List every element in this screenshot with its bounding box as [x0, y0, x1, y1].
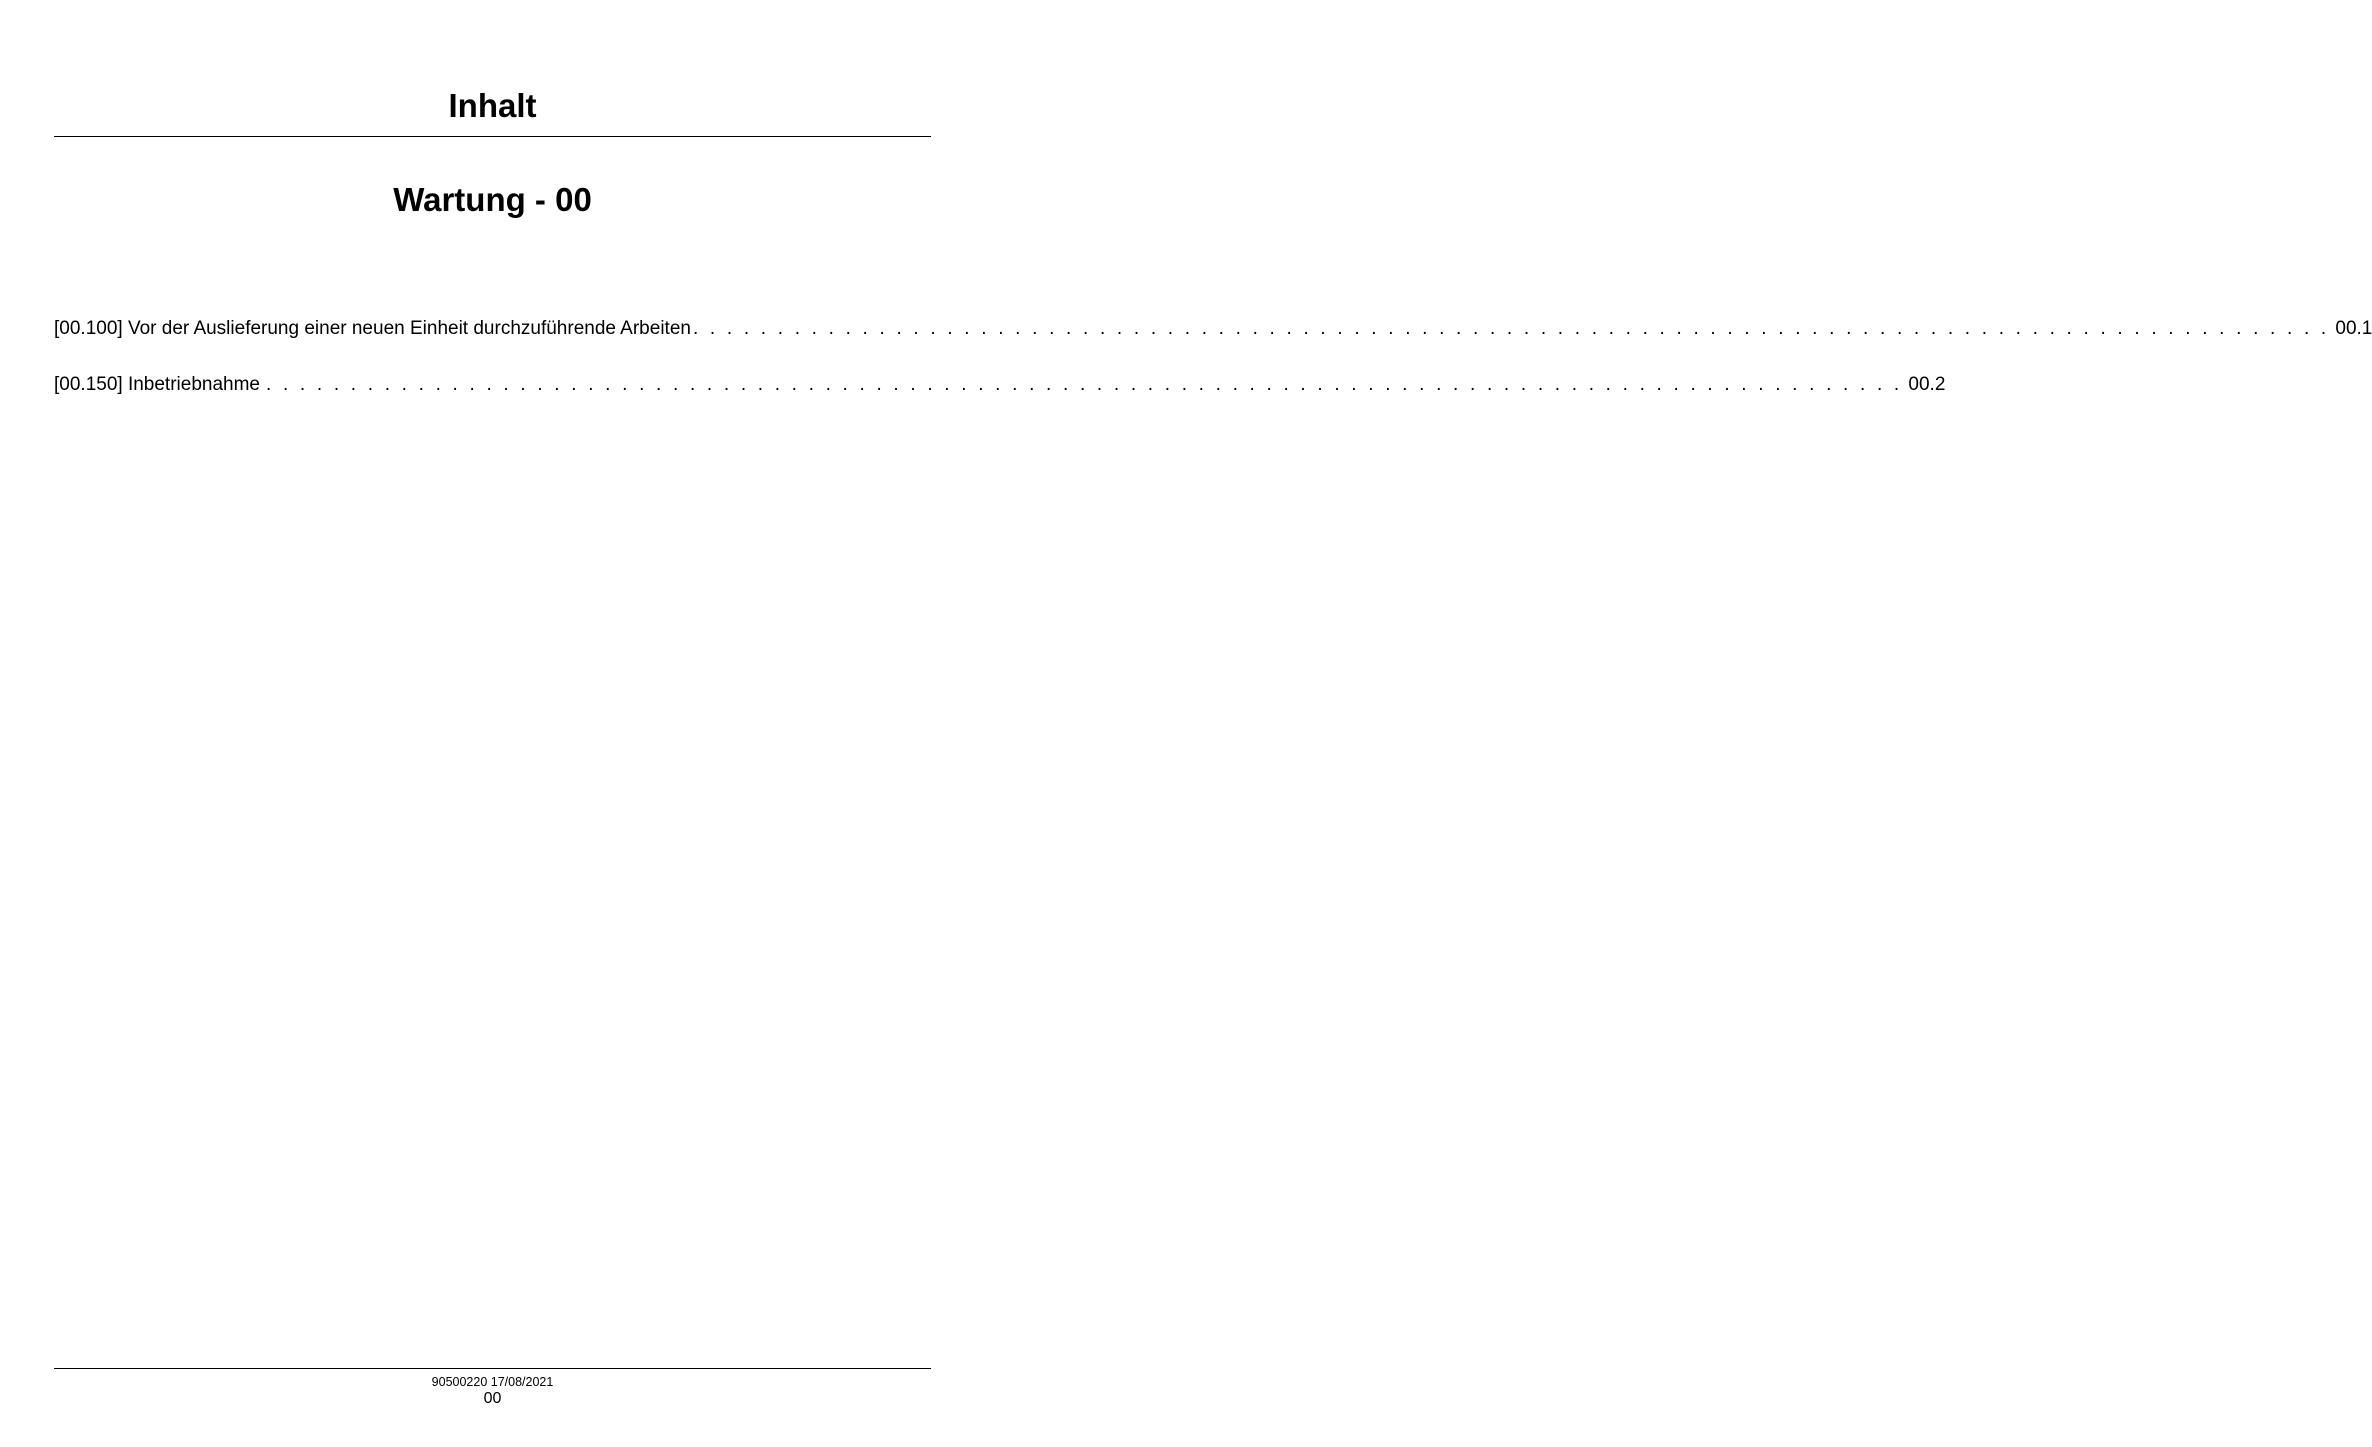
toc-entry-label[interactable]: [00.150] Inbetriebnahme: [54, 374, 260, 395]
table-of-contents: [54, 316, 2372, 428]
toc-entry[interactable]: [54, 372, 1946, 398]
toc-dot-leader: . . . . . . . . . . . . . . . . . . . . . . . . . . . . . . . . . . . . . . . . . . . . . . . . . . . . . . . . . . . . . . . . . . . . . . . . . . . . . . . . . . . . . . . . . . . . . . . . .: [266, 374, 1903, 395]
footer-page-number: 00: [483, 1390, 502, 1407]
toc-dot-leader: . . . . . . . . . . . . . . . . . . . . . . . . . . . . . . . . . . . . . . . . . . . . . . . . . . . . . . . . . . . . . . . . . . . . . . . . . . . . . . . . . . . . . . . . . . . . . . . . .: [692, 318, 2330, 339]
page-title: Inhalt: [448, 87, 537, 124]
footer-divider: [54, 1368, 931, 1369]
footer-document-code: 90500220 17/08/2021: [431, 1375, 554, 1389]
header-divider: [54, 136, 931, 137]
toc-entry[interactable]: [54, 316, 2372, 342]
toc-entry-page[interactable]: 00.2: [1908, 374, 1946, 395]
section-title: Wartung - 00: [393, 181, 592, 218]
toc-entry-label[interactable]: [00.100] Vor der Auslieferung einer neuen Einheit durchzuführende Arbeiten: [54, 318, 691, 339]
toc-entry-page[interactable]: 00.1: [2335, 318, 2372, 339]
